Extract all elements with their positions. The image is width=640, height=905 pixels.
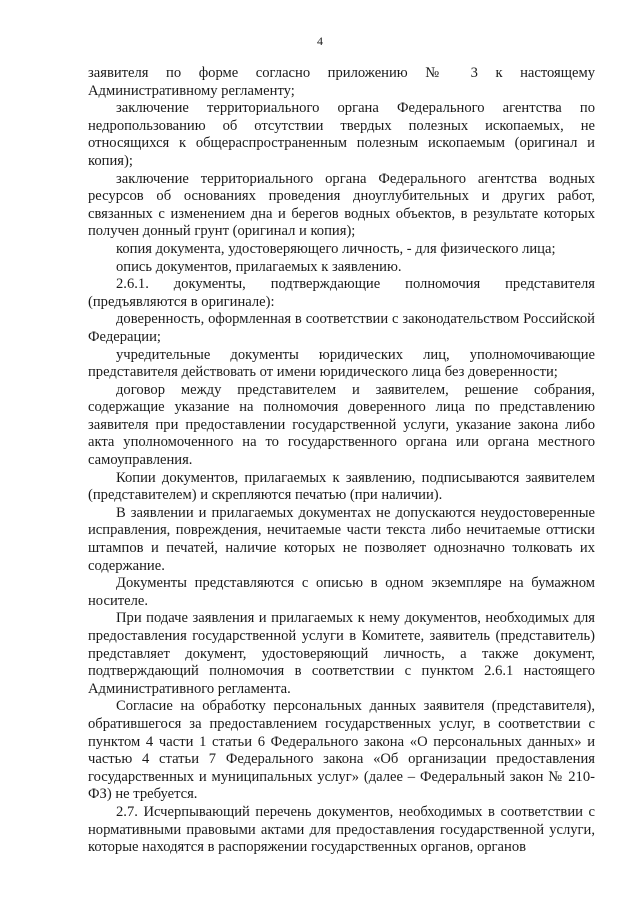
paragraph-constituent-documents: учредительные документы юридических лиц, уполномочивающие представителя действовать от имени юридического лица без доверенности; xyxy=(88,346,595,381)
paragraph-subsoil-conclusion: заключение территориального органа Федерального агентства по недропользованию об отсутствии твердых полезных ископаемых, не относящихся к общераспространенным полезным ископаемым (оригинал и копия); xyxy=(88,100,595,169)
paragraph-2-6-1: 2.6.1. документы, подтверждающие полномочия представителя (предъявляются в оригинале): xyxy=(88,276,595,310)
paragraph-submission: При подаче заявления и прилагаемых к нему документов, необходимых для предоставления государственной услуги в Комитете, заявитель (представитель) представляет документ, удостоверяющий личность, а также документ, подтверждающий полномочия в соответствии с пунктом 2.6.1 настоящего Административного регламента. xyxy=(88,610,595,697)
paragraph-water-resources-conclusion: заключение территориального органа Федерального агентства водных ресурсов об основаниях проведения дноуглубительных и других работ, связанных с изменением дна и берегов водных объектов, в результате которых получен донный грунт (оригинал и копия); xyxy=(88,170,595,240)
document-body xyxy=(88,65,595,857)
paragraph-identity-copy: копия документа, удостоверяющего личность, - для физического лица; xyxy=(116,240,556,257)
paragraph-agreement: договор между представителем и заявителем, решение собрания, содержащие указание на полномочия доверенного лица по представлению заявителя при предоставлении государственной услуги, указание закона либо акта уполномоченного на то государственного органа или органа местного самоуправления. xyxy=(88,381,595,469)
page-number: 4 xyxy=(317,34,323,48)
paragraph-continuation-form: заявителя по форме согласно приложению № 3 к настоящему Административному регламенту; xyxy=(88,65,595,99)
paragraph-personal-data-consent: Согласие на обработку персональных данных заявителя (представителя), обратившегося за предоставлением государственных услуг, в соответствии с пунктом 4 части 1 статьи 6 Федерального закона «О персональных данных» и частью 4 статьи 7 Федерального закона «Об организации предоставления государственных и муниципальных услуг» (далее – Федеральный закон № 210-ФЗ) не требуется. xyxy=(88,698,595,803)
paragraph-no-corrections: В заявлении и прилагаемых документах не допускаются неудостоверенные исправления, повреждения, нечитаемые части текста либо нечитаемые оттиски штампов и печатей, наличие которых не позволяет однозначно толковать их содержание. xyxy=(88,504,595,574)
paragraph-power-of-attorney: доверенность, оформленная в соответствии с законодательством Российской Федерации; xyxy=(88,311,595,345)
paragraph-inventory-single-copy: Документы представляются с описью в одном экземпляре на бумажном носителе. xyxy=(88,575,595,609)
paragraph-document-inventory: опись документов, прилагаемых к заявлению. xyxy=(116,258,402,275)
paragraph-2-7: 2.7. Исчерпывающий перечень документов, необходимых в соответствии с нормативными правовыми актами для предоставления государственной услуги, которые находятся в распоряжении государственных органов, органов xyxy=(88,803,595,856)
paragraph-copies-signed: Копии документов, прилагаемых к заявлению, подписываются заявителем (представителем) и скрепляются печатью (при наличии). xyxy=(88,469,595,504)
